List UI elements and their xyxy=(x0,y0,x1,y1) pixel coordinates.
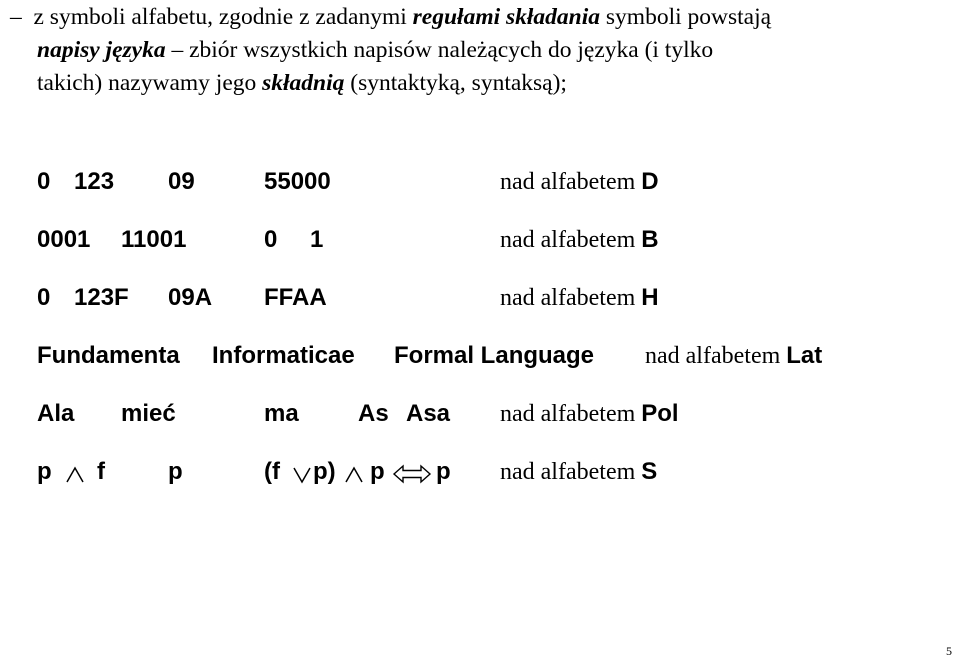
and-icon xyxy=(64,463,86,485)
emphasis-syntax: składnią xyxy=(262,70,345,96)
emphasis-strings: napisy języka xyxy=(37,37,166,63)
page-number: 5 xyxy=(946,644,952,658)
emphasis-rules: regułami składania xyxy=(412,4,601,30)
intro-line-2: napisy języka – zbiór wszystkich napisów należących do języka (i tylko xyxy=(37,37,714,63)
alphabet-name: Pol xyxy=(641,400,679,427)
dash-bullet: – xyxy=(10,4,22,30)
example-row-latin: Fundamenta Informaticae Formal Language nad alfabetem Lat xyxy=(37,342,823,369)
example-row-logic: p f p (f p) p p nad alfabetem S xyxy=(37,458,658,485)
row-label: nad alfabetem Pol xyxy=(500,400,679,427)
row-label: nad alfabetem B xyxy=(500,226,659,253)
alphabet-name: Lat xyxy=(786,342,823,369)
example-row-hex: 0 123F 09A FFAA nad alfabetem H xyxy=(37,284,659,311)
and-icon xyxy=(343,463,365,485)
or-icon xyxy=(291,463,313,485)
alphabet-name: S xyxy=(641,458,658,485)
example-row-binary: 0001 11001 0 1 nad alfabetem B xyxy=(37,226,659,253)
intro-line-1: – z symboli alfabetu, zgodnie z zadanymi regułami składania symboli powstają xyxy=(10,4,772,30)
example-row-decimal: 0 123 09 55000 nad alfabetem D xyxy=(37,168,659,195)
alphabet-name: H xyxy=(641,284,659,311)
intro-line-3: takich) nazywamy jego składnią (syntaktyką, syntaksą); xyxy=(37,70,567,96)
row-label: nad alfabetem Lat xyxy=(645,342,823,369)
row-label: nad alfabetem D xyxy=(500,168,659,195)
alphabet-name: B xyxy=(641,226,659,253)
row-label: nad alfabetem S xyxy=(500,458,658,485)
example-row-polish: Ala mieć ma As Asa nad alfabetem Pol xyxy=(37,400,679,427)
equivalence-arrow-icon xyxy=(392,463,432,485)
alphabet-name: D xyxy=(641,168,659,195)
row-label: nad alfabetem H xyxy=(500,284,659,311)
